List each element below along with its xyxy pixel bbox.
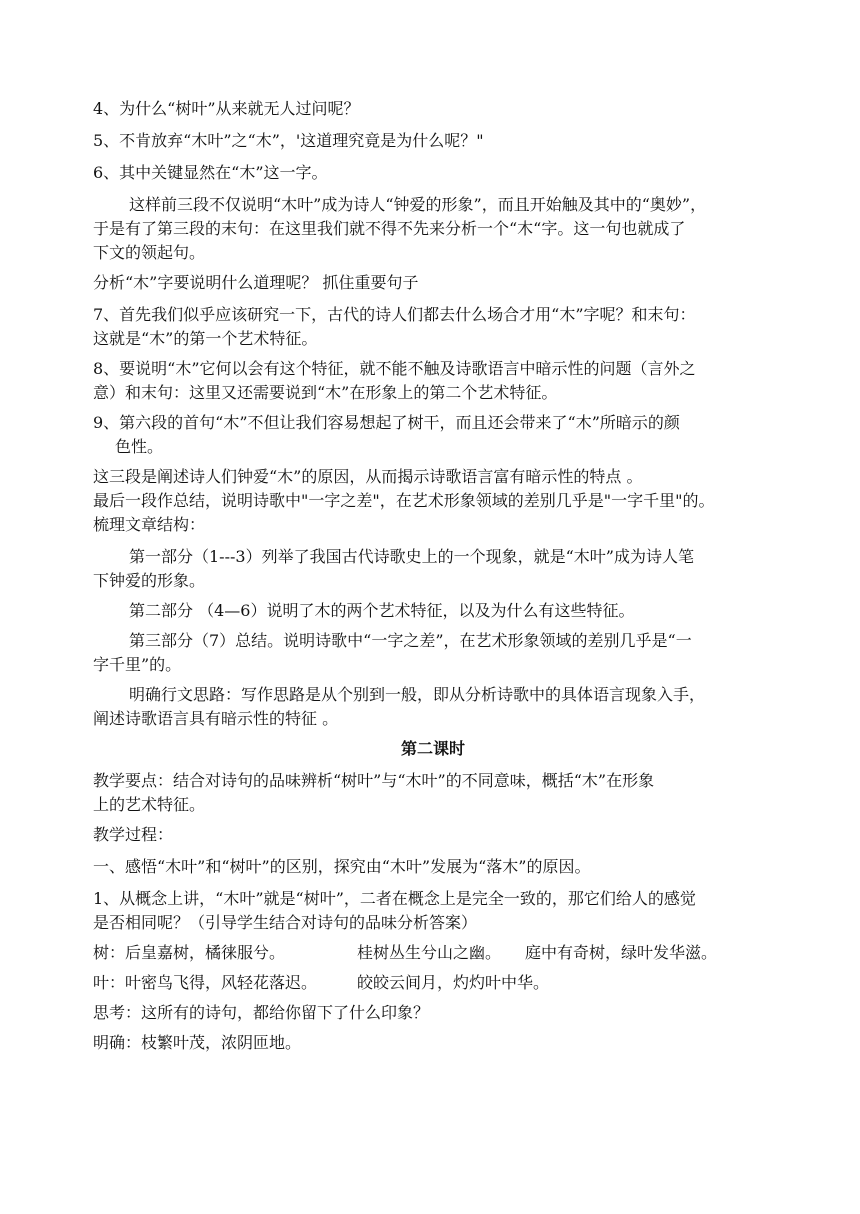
structure-part-3: 第三部分（7）总结。说明诗歌中“一字之差”，在艺术形象领域的差别几乎是“一	[129, 631, 692, 650]
paragraph-line: 最后一段作总结，说明诗歌中"一字之差"，在艺术形象领域的差别几乎是"一字千里"的。	[93, 491, 715, 510]
teaching-points-cont: 上的艺术特征。	[93, 795, 206, 814]
question-6: 6、其中关键显然在“木”这一字。	[93, 163, 328, 182]
question-4: 4、为什么“树叶”从来就无人过问呢？	[93, 99, 360, 118]
poem-examples-leaf: 叶：叶密鸟飞得，风轻花落迟。 皎皎云间月，灼灼叶中华。	[93, 973, 550, 992]
step-one: 一、感悟“木叶”和“树叶”的区别，探究由“木叶”发展为“落木”的原因。	[93, 857, 591, 876]
question-9: 9、第六段的首句“木”不但让我们容易想起了树干，而且还会带来了“木”所暗示的颜	[93, 413, 680, 432]
structure-part-3-cont: 字千里”的。	[93, 655, 182, 674]
document-page	[93, 97, 773, 1055]
paragraph-line: 分析“木”字要说明什么道理呢？ 抓住重要句子	[93, 273, 419, 292]
question-9-cont: 色性。	[115, 437, 164, 456]
think-question: 思考：这所有的诗句，都给你留下了什么印象？	[93, 1003, 430, 1022]
paragraph-line: 于是有了第三段的末句：在这里我们就不得不先来分析一个“木“字。这一句也就成了	[93, 219, 686, 238]
section-heading: 梳理文章结构：	[93, 515, 206, 534]
step-one-item-1-cont: 是否相同呢？（引导学生结合对诗句的品味分析答案）	[93, 913, 478, 932]
question-7: 7、首先我们似乎应该研究一下，古代的诗人们都去什么场合才用“木”字呢？和末句：	[93, 305, 696, 324]
lesson-title: 第二课时	[400, 739, 465, 758]
paragraph-line: 这样前三段不仅说明“木叶”成为诗人“钟爱的形象”，而且开始触及其中的“奥妙”，	[129, 195, 707, 214]
clarify-answer: 明确：枝繁叶茂，浓阴匝地。	[93, 1033, 302, 1052]
question-7-cont: 这就是“木”的第一个艺术特征。	[93, 329, 318, 348]
step-one-item-1: 1、从概念上讲，“木叶”就是“树叶”，二者在概念上是完全一致的，那它们给人的感觉	[93, 889, 696, 908]
question-5: 5、不肯放弃“木叶”之“木”，'这道理究竟是为什么呢？"	[93, 131, 484, 150]
structure-part-2: 第二部分 （4—6）说明了木的两个艺术特征，以及为什么有这些特征。	[129, 601, 635, 620]
paragraph-line: 这三段是阐述诗人们钟爱“木”的原因，从而揭示诗歌语言富有暗示性的特点 。	[93, 467, 643, 486]
paragraph-line: 下文的领起句。	[93, 243, 206, 262]
writing-approach: 明确行文思路：写作思路是从个别到一般，即从分析诗歌中的具体语言现象入手，	[129, 685, 706, 704]
writing-approach-cont: 阐述诗歌语言具有暗示性的特征 。	[93, 709, 339, 728]
structure-part-1-cont: 下钟爱的形象。	[93, 571, 206, 590]
question-8-cont: 意）和末句：这里又还需要说到“木”在形象上的第二个艺术特征。	[93, 383, 558, 402]
teaching-process-heading: 教学过程：	[93, 825, 174, 844]
question-8: 8、要说明“木”它何以会有这个特征，就不能不触及诗歌语言中暗示性的问题（言外之	[93, 359, 696, 378]
structure-part-1: 第一部分（1---3）列举了我国古代诗歌史上的一个现象，就是“木叶”成为诗人笔	[129, 547, 694, 566]
poem-examples-tree: 树：后皇嘉树，橘徕服兮。 桂树丛生兮山之幽。 庭中有奇树，绿叶发华滋。	[93, 943, 718, 962]
teaching-points: 教学要点：结合对诗句的品味辨析“树叶”与“木叶”的不同意味，概括“木”在形象	[93, 771, 655, 790]
